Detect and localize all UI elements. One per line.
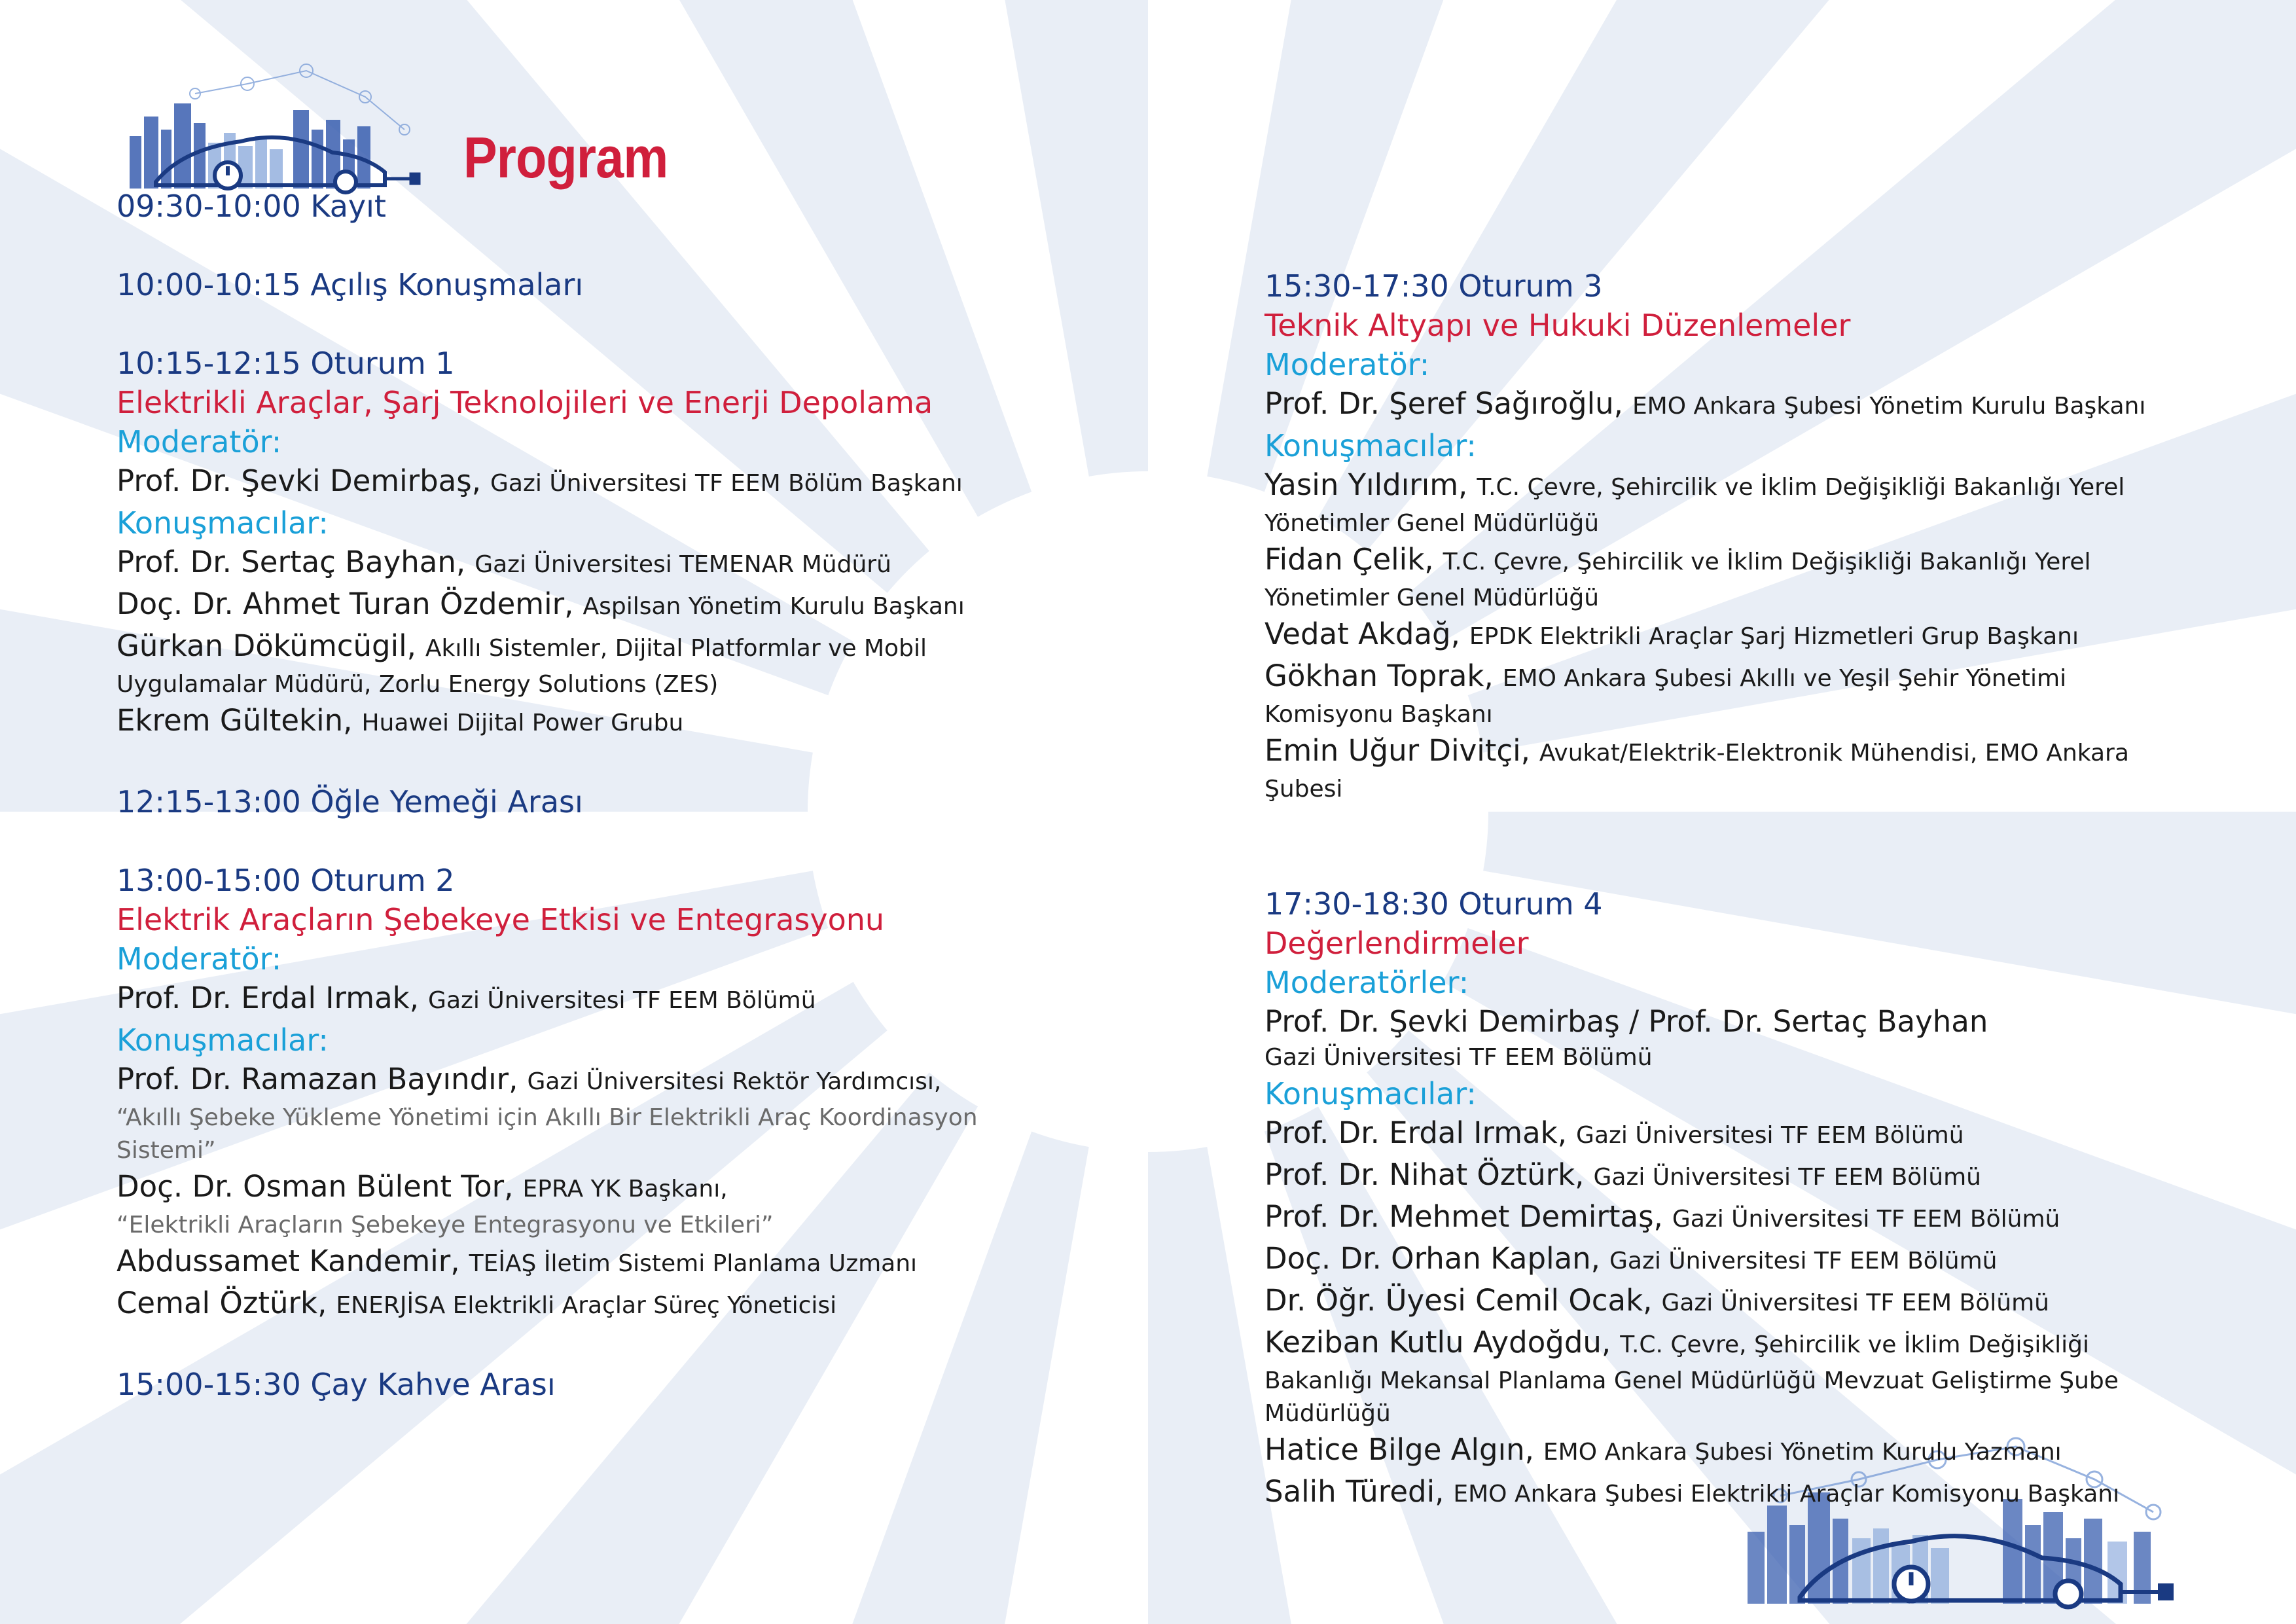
- speaker-name: Salih Türedi,: [1265, 1474, 1444, 1509]
- speaker-name: Fidan Çelik,: [1265, 542, 1434, 577]
- session-1-speaker: [117, 585, 1066, 626]
- session-1-time: 10:15-12:15 Oturum 1: [117, 346, 455, 381]
- session-1-speaker: [117, 626, 1066, 668]
- speaker-affiliation: Akıllı Sistemler, Dijital Platformlar ve Mobil: [425, 635, 927, 662]
- speaker-name: Dr. Öğr. Üyesi Cemil Ocak,: [1265, 1283, 1653, 1318]
- speaker-affiliation: Gazi Üniversitesi TF EEM Bölümü: [1609, 1248, 1998, 1274]
- speaker-affiliation-continued: Yönetimler Genel Müdürlüğü: [1265, 510, 1600, 537]
- session-4-speaker: [1265, 1113, 2246, 1155]
- session-4-speaker: [1265, 1430, 2246, 1472]
- speaker-name: Doç. Dr. Orhan Kaplan,: [1265, 1241, 1600, 1276]
- speaker-name: Prof. Dr. Şevki Demirbaş,: [117, 463, 482, 498]
- session-3-speaker: [1265, 465, 2246, 507]
- speaker-affiliation: Gazi Üniversitesi TF EEM Bölümü: [1661, 1290, 2049, 1316]
- speaker-name: Prof. Dr. Erdal Irmak,: [1265, 1115, 1568, 1150]
- session-3-speaker: [1265, 731, 2246, 773]
- moderators-affiliation: Gazi Üniversitesi TF EEM Bölümü: [1265, 1044, 1653, 1071]
- session-3-moderator: [1265, 384, 2246, 426]
- page-title: Program: [463, 125, 668, 190]
- speaker-affiliation-continued: Müdürlüğü: [1265, 1400, 1391, 1427]
- speaker-affiliation-continued: Uygulamalar Müdürü, Zorlu Energy Solutions (ZES): [117, 671, 719, 698]
- speaker-affiliation: Avukat/Elektrik-Elektronik Mühendisi, EMO Ankara: [1539, 740, 2129, 767]
- speaker-name: Prof. Dr. Sertaç Bayhan,: [117, 545, 466, 579]
- speaker-affiliation: EMO Ankara Şubesi Yönetim Kurulu Başkanı: [1632, 393, 2146, 420]
- speaker-affiliation-continued: Bakanlığı Mekansal Planlama Genel Müdürlüğü Mevzuat Geliştirme Şube: [1265, 1367, 2119, 1394]
- smart-city-ev-logo-top: [117, 58, 444, 195]
- session-1-moderator-label: Moderatör:: [117, 424, 282, 460]
- session-1-moderator: [117, 461, 1066, 503]
- left-column: [117, 187, 1066, 1404]
- speaker-name: Doç. Dr. Ahmet Turan Özdemir,: [117, 586, 574, 621]
- session-2-moderator: [117, 979, 1066, 1020]
- speaker-name: Prof. Dr. Şeref Sağıroğlu,: [1265, 386, 1623, 421]
- talk-title: “Elektrikli Araçların Şebekeye Entegrasyonu ve Etkileri”: [117, 1212, 774, 1238]
- opening-slot: 10:00-10:15 Açılış Konuşmaları: [117, 267, 584, 302]
- speaker-affiliation: ENERJİSA Elektrikli Araçlar Süreç Yöneticisi: [336, 1292, 837, 1319]
- speaker-affiliation: T.C. Çevre, Şehircilik ve İklim Değişikliği Bakanlığı Yerel: [1477, 474, 2125, 501]
- speaker-name: Doç. Dr. Osman Bülent Tor,: [117, 1169, 514, 1204]
- speaker-affiliation: Gazi Üniversitesi TEMENAR Müdürü: [475, 551, 891, 578]
- session-2-speakers-label: Konuşmacılar:: [117, 1022, 329, 1058]
- session-2-moderator-label: Moderatör:: [117, 941, 282, 977]
- speaker-affiliation-continued: Komisyonu Başkanı: [1265, 701, 1493, 728]
- session-4-moderators-label: Moderatörler:: [1265, 965, 1469, 1000]
- registration-slot: 09:30-10:00 Kayıt: [117, 189, 386, 224]
- session-1-topic: Elektrikli Araçlar, Şarj Teknolojileri ve Enerji Depolama: [117, 385, 933, 420]
- speaker-affiliation: T.C. Çevre, Şehircilik ve İklim Değişikliği Bakanlığı Yerel: [1443, 549, 2091, 575]
- session-2-speaker: [117, 1242, 1066, 1284]
- talk-title-continued: Sistemi”: [117, 1137, 216, 1164]
- session-2-topic: Elektrik Araçların Şebekeye Etkisi ve Entegrasyonu: [117, 902, 885, 937]
- session-1-speaker: [117, 543, 1066, 585]
- speaker-affiliation: Gazi Üniversitesi TF EEM Bölümü: [428, 987, 816, 1014]
- speaker-affiliation-continued: Yönetimler Genel Müdürlüğü: [1265, 585, 1600, 611]
- session-3-topic: Teknik Altyapı ve Hukuki Düzenlemeler: [1265, 308, 1851, 343]
- speaker-affiliation-continued: Şubesi: [1265, 776, 1343, 803]
- speaker-name: Gürkan Dökümcügil,: [117, 628, 416, 663]
- session-2-time: 13:00-15:00 Oturum 2: [117, 863, 455, 898]
- speaker-affiliation: EPRA YK Başkanı,: [522, 1176, 728, 1202]
- talk-title: “Akıllı Şebeke Yükleme Yönetimi için Akıllı Bir Elektrikli Araç Koordinasyon: [117, 1104, 978, 1131]
- session-4-speaker: [1265, 1239, 2246, 1281]
- session-4-speaker: [1265, 1155, 2246, 1197]
- session-4-speaker: [1265, 1281, 2246, 1323]
- session-1-speakers-label: Konuşmacılar:: [117, 505, 329, 541]
- speaker-name: Prof. Dr. Nihat Öztürk,: [1265, 1157, 1585, 1192]
- speaker-affiliation: TEİAŞ İletim Sistemi Planlama Uzmanı: [469, 1250, 918, 1277]
- session-4-speakers-label: Konuşmacılar:: [1265, 1076, 1477, 1111]
- session-4-moderators: Prof. Dr. Şevki Demirbaş / Prof. Dr. Sertaç Bayhan: [1265, 1004, 1988, 1039]
- speaker-affiliation: T.C. Çevre, Şehircilik ve İklim Değişikliği: [1620, 1331, 2090, 1358]
- session-3-speakers-label: Konuşmacılar:: [1265, 428, 1477, 463]
- session-3-moderator-label: Moderatör:: [1265, 347, 1430, 382]
- speaker-name: Keziban Kutlu Aydoğdu,: [1265, 1325, 1611, 1360]
- session-2-speaker: [117, 1167, 1066, 1209]
- session-2-speaker: [117, 1284, 1066, 1326]
- session-4-speaker: [1265, 1472, 2246, 1514]
- speaker-name: Prof. Dr. Ramazan Bayındır,: [117, 1062, 518, 1096]
- speaker-affiliation: Gazi Üniversitesi TF EEM Bölüm Başkanı: [490, 470, 963, 497]
- right-column: [1265, 266, 2246, 1514]
- speaker-name: Vedat Akdağ,: [1265, 617, 1460, 651]
- session-1-speaker: [117, 701, 1066, 743]
- speaker-name: Prof. Dr. Mehmet Demirtaş,: [1265, 1199, 1663, 1234]
- session-4-speaker: [1265, 1323, 2246, 1365]
- speaker-affiliation: Gazi Üniversitesi TF EEM Bölümü: [1593, 1164, 1981, 1191]
- session-3-time: 15:30-17:30 Oturum 3: [1265, 268, 1603, 304]
- session-4-topic: Değerlendirmeler: [1265, 926, 1529, 961]
- speaker-affiliation: EMO Ankara Şubesi Elektrikli Araçlar Komisyonu Başkanı: [1453, 1481, 2120, 1507]
- speaker-affiliation: Gazi Üniversitesi TF EEM Bölümü: [1672, 1206, 2060, 1233]
- speaker-affiliation: Gazi Üniversitesi Rektör Yardımcısı,: [527, 1068, 942, 1095]
- speaker-name: Abdussamet Kandemir,: [117, 1244, 460, 1278]
- session-3-speaker: [1265, 615, 2246, 657]
- session-4-time: 17:30-18:30 Oturum 4: [1265, 886, 1603, 922]
- session-3-speaker: [1265, 657, 2246, 698]
- speaker-affiliation: Huawei Dijital Power Grubu: [361, 710, 684, 736]
- speaker-name: Cemal Öztürk,: [117, 1286, 327, 1320]
- speaker-name: Emin Uğur Divitçi,: [1265, 733, 1530, 768]
- coffee-break-slot: 15:00-15:30 Çay Kahve Arası: [117, 1367, 556, 1402]
- speaker-name: Ekrem Gültekin,: [117, 703, 353, 738]
- session-4-speaker: [1265, 1197, 2246, 1239]
- speaker-name: Hatice Bilge Algın,: [1265, 1432, 1534, 1467]
- speaker-name: Gökhan Toprak,: [1265, 659, 1494, 693]
- speaker-affiliation: Aspilsan Yönetim Kurulu Başkanı: [583, 593, 965, 620]
- speaker-affiliation: EMO Ankara Şubesi Yönetim Kurulu Yazmanı: [1543, 1439, 2062, 1466]
- session-3-speaker: [1265, 540, 2246, 582]
- speaker-name: Prof. Dr. Erdal Irmak,: [117, 981, 420, 1015]
- speaker-affiliation: EMO Ankara Şubesi Akıllı ve Yeşil Şehir Yönetimi: [1502, 665, 2067, 692]
- speaker-affiliation: Gazi Üniversitesi TF EEM Bölümü: [1576, 1122, 1964, 1149]
- speaker-name: Yasin Yıldırım,: [1265, 467, 1468, 502]
- session-2-speaker: [117, 1060, 1066, 1102]
- lunch-slot: 12:15-13:00 Öğle Yemeği Arası: [117, 784, 583, 820]
- speaker-affiliation: EPDK Elektrikli Araçlar Şarj Hizmetleri Grup Başkanı: [1469, 623, 2079, 650]
